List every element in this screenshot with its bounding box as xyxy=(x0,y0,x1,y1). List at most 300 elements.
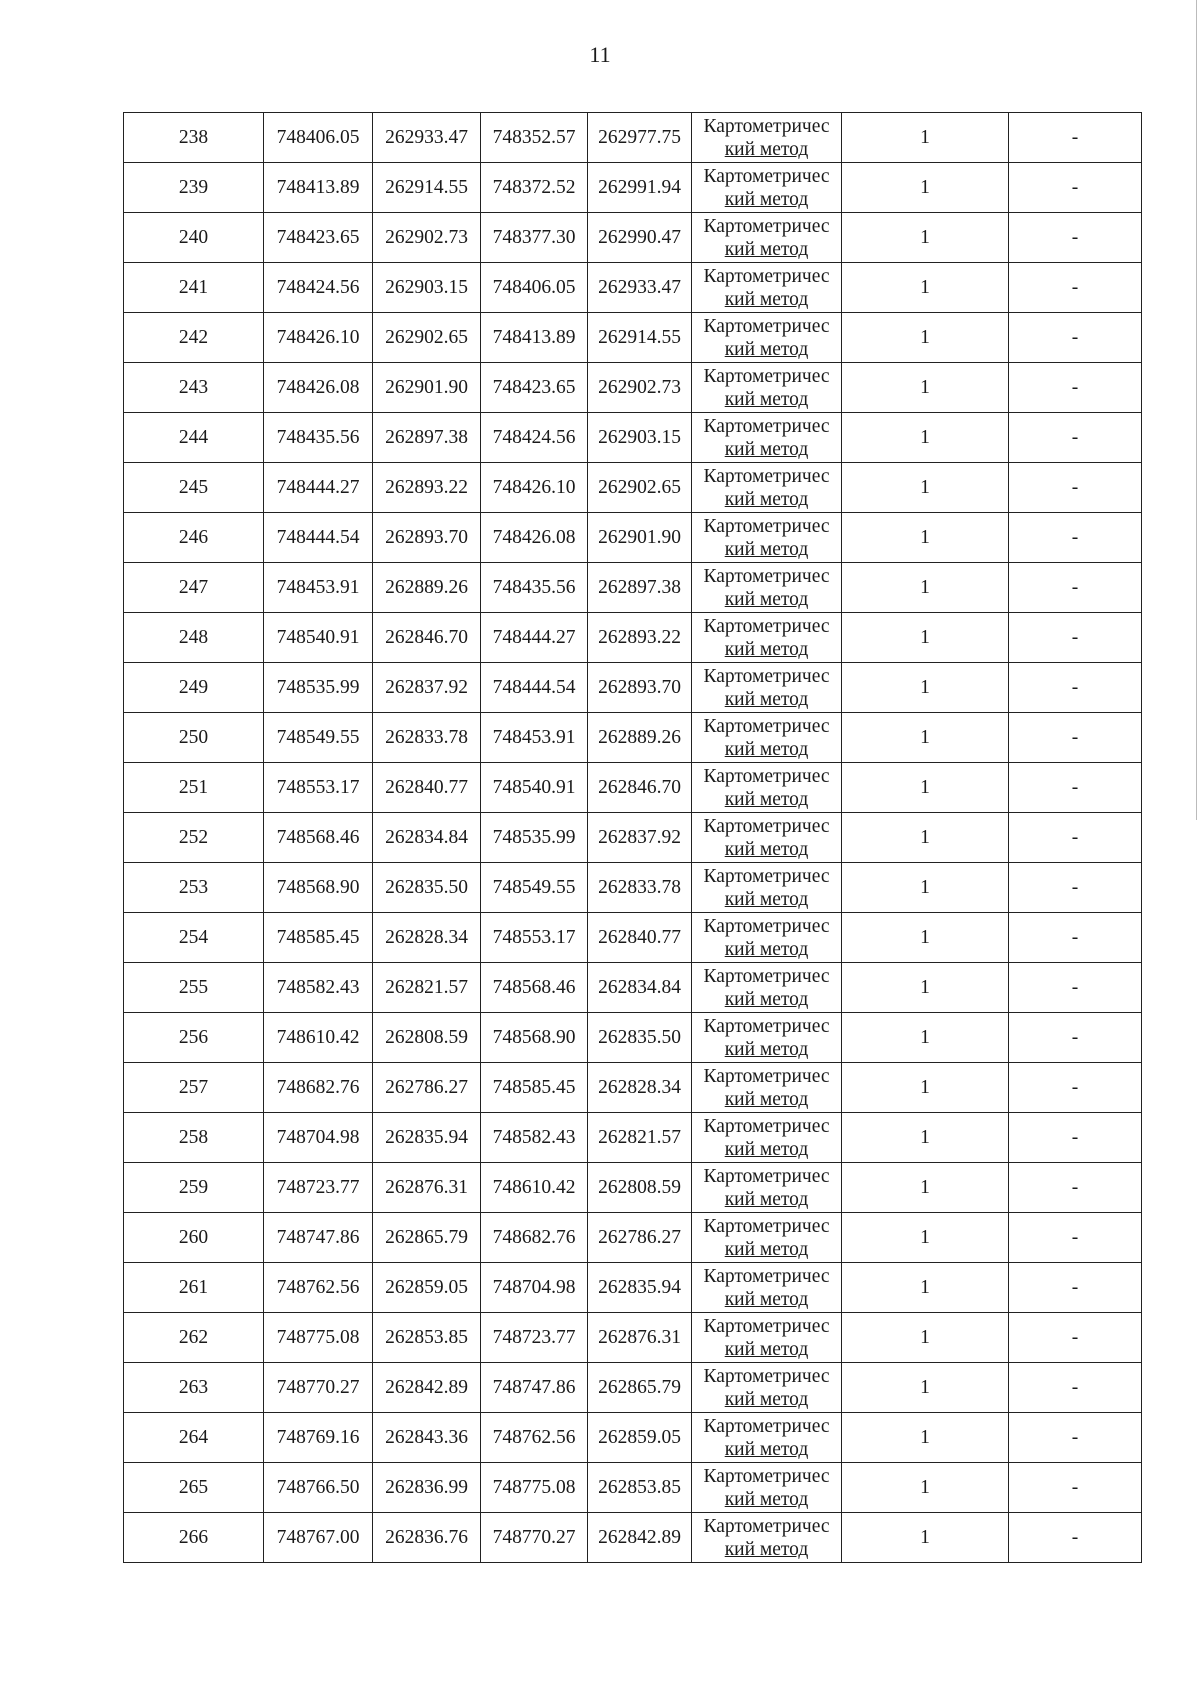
method-label-line-1: Картометричес xyxy=(703,1215,830,1237)
page-number: 11 xyxy=(589,42,611,67)
x2-coordinate-cell: 748372.52 xyxy=(481,163,588,213)
method-cell xyxy=(692,1413,842,1463)
x2-coordinate-cell: 748444.54 xyxy=(481,663,588,713)
y1-coordinate-cell: 262837.92 xyxy=(373,663,481,713)
y2-coordinate-cell: 262853.85 xyxy=(588,1463,692,1513)
coordinates-table-body xyxy=(124,113,1142,1563)
note-cell: - xyxy=(1009,1363,1142,1413)
method-label-line-1: Картометричес xyxy=(703,1365,830,1387)
value-cell: 1 xyxy=(842,163,1009,213)
method-label-line-2: кий метод xyxy=(724,1088,809,1110)
note-cell: - xyxy=(1009,563,1142,613)
value-cell: 1 xyxy=(842,763,1009,813)
method-label-line-1: Картометричес xyxy=(703,1165,830,1187)
note-cell: - xyxy=(1009,813,1142,863)
method-label-line-2: кий метод xyxy=(724,288,809,310)
value-cell: 1 xyxy=(842,1013,1009,1063)
x1-coordinate-cell: 748747.86 xyxy=(264,1213,373,1263)
y1-coordinate-cell: 262893.22 xyxy=(373,463,481,513)
method-cell xyxy=(692,263,842,313)
value-cell: 1 xyxy=(842,313,1009,363)
value-cell: 1 xyxy=(842,613,1009,663)
y1-coordinate-cell: 262902.65 xyxy=(373,313,481,363)
note-cell: - xyxy=(1009,1163,1142,1213)
method-label-line-1: Картометричес xyxy=(703,1015,830,1037)
y1-coordinate-cell: 262828.34 xyxy=(373,913,481,963)
table-row xyxy=(124,1363,1142,1413)
x2-coordinate-cell: 748406.05 xyxy=(481,263,588,313)
y2-coordinate-cell: 262828.34 xyxy=(588,1063,692,1113)
method-cell xyxy=(692,1263,842,1313)
note-cell: - xyxy=(1009,363,1142,413)
point-number-cell: 246 xyxy=(124,513,264,563)
x2-coordinate-cell: 748775.08 xyxy=(481,1463,588,1513)
table-row xyxy=(124,913,1142,963)
table-row xyxy=(124,1263,1142,1313)
table-row xyxy=(124,1163,1142,1213)
x1-coordinate-cell: 748568.90 xyxy=(264,863,373,913)
table-row xyxy=(124,1463,1142,1513)
y2-coordinate-cell: 262840.77 xyxy=(588,913,692,963)
x1-coordinate-cell: 748762.56 xyxy=(264,1263,373,1313)
y2-coordinate-cell: 262808.59 xyxy=(588,1163,692,1213)
y2-coordinate-cell: 262977.75 xyxy=(588,113,692,163)
point-number-cell: 245 xyxy=(124,463,264,513)
y1-coordinate-cell: 262933.47 xyxy=(373,113,481,163)
point-number-cell: 257 xyxy=(124,1063,264,1113)
y1-coordinate-cell: 262876.31 xyxy=(373,1163,481,1213)
x2-coordinate-cell: 748377.30 xyxy=(481,213,588,263)
method-label-line-2: кий метод xyxy=(724,438,809,460)
note-cell: - xyxy=(1009,913,1142,963)
y2-coordinate-cell: 262933.47 xyxy=(588,263,692,313)
method-cell xyxy=(692,1213,842,1263)
value-cell: 1 xyxy=(842,1463,1009,1513)
x1-coordinate-cell: 748770.27 xyxy=(264,1363,373,1413)
y1-coordinate-cell: 262842.89 xyxy=(373,1363,481,1413)
x2-coordinate-cell: 748568.90 xyxy=(481,1013,588,1063)
value-cell: 1 xyxy=(842,213,1009,263)
point-number-cell: 260 xyxy=(124,1213,264,1263)
x2-coordinate-cell: 748585.45 xyxy=(481,1063,588,1113)
table-row xyxy=(124,263,1142,313)
x1-coordinate-cell: 748424.56 xyxy=(264,263,373,313)
method-cell xyxy=(692,413,842,463)
note-cell: - xyxy=(1009,163,1142,213)
x1-coordinate-cell: 748413.89 xyxy=(264,163,373,213)
note-cell: - xyxy=(1009,113,1142,163)
table-row xyxy=(124,963,1142,1013)
note-cell: - xyxy=(1009,713,1142,763)
method-label-line-1: Картометричес xyxy=(703,1465,830,1487)
x2-coordinate-cell: 748435.56 xyxy=(481,563,588,613)
value-cell: 1 xyxy=(842,663,1009,713)
method-label-line-2: кий метод xyxy=(724,1538,809,1560)
method-cell xyxy=(692,113,842,163)
y2-coordinate-cell: 262889.26 xyxy=(588,713,692,763)
table-row xyxy=(124,863,1142,913)
method-cell xyxy=(692,1363,842,1413)
method-label-line-2: кий метод xyxy=(724,838,809,860)
x2-coordinate-cell: 748747.86 xyxy=(481,1363,588,1413)
method-label-line-1: Картометричес xyxy=(703,865,830,887)
method-label-line-2: кий метод xyxy=(724,538,809,560)
table-row xyxy=(124,813,1142,863)
y1-coordinate-cell: 262902.73 xyxy=(373,213,481,263)
method-cell xyxy=(692,1463,842,1513)
table-row xyxy=(124,613,1142,663)
x1-coordinate-cell: 748582.43 xyxy=(264,963,373,1013)
y2-coordinate-cell: 262991.94 xyxy=(588,163,692,213)
method-label-line-1: Картометричес xyxy=(703,365,830,387)
method-label-line-1: Картометричес xyxy=(703,1065,830,1087)
method-cell xyxy=(692,363,842,413)
table-row xyxy=(124,1513,1142,1563)
point-number-cell: 248 xyxy=(124,613,264,663)
method-cell xyxy=(692,863,842,913)
method-label-line-1: Картометричес xyxy=(703,1315,830,1337)
x1-coordinate-cell: 748723.77 xyxy=(264,1163,373,1213)
y1-coordinate-cell: 262903.15 xyxy=(373,263,481,313)
note-cell: - xyxy=(1009,1263,1142,1313)
y1-coordinate-cell: 262835.50 xyxy=(373,863,481,913)
x2-coordinate-cell: 748424.56 xyxy=(481,413,588,463)
note-cell: - xyxy=(1009,463,1142,513)
y2-coordinate-cell: 262865.79 xyxy=(588,1363,692,1413)
coordinates-table-wrapper xyxy=(123,112,1141,1563)
point-number-cell: 242 xyxy=(124,313,264,363)
method-label-line-1: Картометричес xyxy=(703,465,830,487)
value-cell: 1 xyxy=(842,1513,1009,1563)
value-cell: 1 xyxy=(842,1263,1009,1313)
y1-coordinate-cell: 262836.99 xyxy=(373,1463,481,1513)
table-row xyxy=(124,563,1142,613)
value-cell: 1 xyxy=(842,1413,1009,1463)
note-cell: - xyxy=(1009,1313,1142,1363)
method-label-line-1: Картометричес xyxy=(703,765,830,787)
method-label-line-2: кий метод xyxy=(724,1288,809,1310)
point-number-cell: 264 xyxy=(124,1413,264,1463)
method-cell xyxy=(692,1113,842,1163)
point-number-cell: 262 xyxy=(124,1313,264,1363)
y2-coordinate-cell: 262846.70 xyxy=(588,763,692,813)
value-cell: 1 xyxy=(842,513,1009,563)
point-number-cell: 254 xyxy=(124,913,264,963)
y1-coordinate-cell: 262914.55 xyxy=(373,163,481,213)
y2-coordinate-cell: 262833.78 xyxy=(588,863,692,913)
method-label-line-2: кий метод xyxy=(724,1488,809,1510)
value-cell: 1 xyxy=(842,263,1009,313)
y1-coordinate-cell: 262893.70 xyxy=(373,513,481,563)
method-label-line-2: кий метод xyxy=(724,888,809,910)
method-label-line-2: кий метод xyxy=(724,188,809,210)
point-number-cell: 251 xyxy=(124,763,264,813)
method-label-line-2: кий метод xyxy=(724,1438,809,1460)
method-cell xyxy=(692,613,842,663)
method-label-line-1: Картометричес xyxy=(703,165,830,187)
x2-coordinate-cell: 748426.08 xyxy=(481,513,588,563)
point-number-cell: 239 xyxy=(124,163,264,213)
method-cell xyxy=(692,913,842,963)
x1-coordinate-cell: 748775.08 xyxy=(264,1313,373,1363)
point-number-cell: 249 xyxy=(124,663,264,713)
y1-coordinate-cell: 262865.79 xyxy=(373,1213,481,1263)
y2-coordinate-cell: 262821.57 xyxy=(588,1113,692,1163)
y2-coordinate-cell: 262893.22 xyxy=(588,613,692,663)
x1-coordinate-cell: 748682.76 xyxy=(264,1063,373,1113)
method-label-line-1: Картометричес xyxy=(703,415,830,437)
point-number-cell: 244 xyxy=(124,413,264,463)
method-label-line-1: Картометричес xyxy=(703,515,830,537)
method-label-line-2: кий метод xyxy=(724,338,809,360)
value-cell: 1 xyxy=(842,863,1009,913)
table-row xyxy=(124,663,1142,713)
y1-coordinate-cell: 262786.27 xyxy=(373,1063,481,1113)
method-label-line-2: кий метод xyxy=(724,938,809,960)
x2-coordinate-cell: 748535.99 xyxy=(481,813,588,863)
table-row xyxy=(124,463,1142,513)
method-label-line-1: Картометричес xyxy=(703,565,830,587)
method-label-line-2: кий метод xyxy=(724,488,809,510)
method-cell xyxy=(692,763,842,813)
x2-coordinate-cell: 748762.56 xyxy=(481,1413,588,1463)
note-cell: - xyxy=(1009,413,1142,463)
value-cell: 1 xyxy=(842,963,1009,1013)
y2-coordinate-cell: 262876.31 xyxy=(588,1313,692,1363)
table-row xyxy=(124,1113,1142,1163)
method-cell xyxy=(692,1013,842,1063)
note-cell: - xyxy=(1009,1513,1142,1563)
table-row xyxy=(124,763,1142,813)
method-cell xyxy=(692,463,842,513)
method-cell xyxy=(692,313,842,363)
method-label-line-1: Картометричес xyxy=(703,265,830,287)
table-row xyxy=(124,1413,1142,1463)
method-label-line-1: Картометричес xyxy=(703,965,830,987)
method-label-line-1: Картометричес xyxy=(703,1515,830,1537)
y1-coordinate-cell: 262821.57 xyxy=(373,963,481,1013)
table-row xyxy=(124,163,1142,213)
x1-coordinate-cell: 748549.55 xyxy=(264,713,373,763)
method-cell xyxy=(692,213,842,263)
y2-coordinate-cell: 262902.65 xyxy=(588,463,692,513)
y2-coordinate-cell: 262786.27 xyxy=(588,1213,692,1263)
x1-coordinate-cell: 748453.91 xyxy=(264,563,373,613)
y2-coordinate-cell: 262990.47 xyxy=(588,213,692,263)
method-label-line-1: Картометричес xyxy=(703,315,830,337)
x2-coordinate-cell: 748553.17 xyxy=(481,913,588,963)
table-row xyxy=(124,413,1142,463)
x2-coordinate-cell: 748770.27 xyxy=(481,1513,588,1563)
page-edge-rule xyxy=(1196,0,1197,820)
value-cell: 1 xyxy=(842,1163,1009,1213)
note-cell: - xyxy=(1009,1013,1142,1063)
y1-coordinate-cell: 262897.38 xyxy=(373,413,481,463)
x2-coordinate-cell: 748453.91 xyxy=(481,713,588,763)
y2-coordinate-cell: 262893.70 xyxy=(588,663,692,713)
point-number-cell: 261 xyxy=(124,1263,264,1313)
table-row xyxy=(124,1313,1142,1363)
value-cell: 1 xyxy=(842,1063,1009,1113)
point-number-cell: 241 xyxy=(124,263,264,313)
x1-coordinate-cell: 748444.54 xyxy=(264,513,373,563)
method-label-line-1: Картометричес xyxy=(703,615,830,637)
method-label-line-1: Картометричес xyxy=(703,1115,830,1137)
note-cell: - xyxy=(1009,963,1142,1013)
y1-coordinate-cell: 262859.05 xyxy=(373,1263,481,1313)
point-number-cell: 252 xyxy=(124,813,264,863)
method-cell xyxy=(692,713,842,763)
method-cell xyxy=(692,963,842,1013)
method-label-line-1: Картометричес xyxy=(703,1415,830,1437)
x2-coordinate-cell: 748682.76 xyxy=(481,1213,588,1263)
method-label-line-1: Картометричес xyxy=(703,1265,830,1287)
x2-coordinate-cell: 748444.27 xyxy=(481,613,588,663)
method-label-line-2: кий метод xyxy=(724,638,809,660)
table-row xyxy=(124,313,1142,363)
note-cell: - xyxy=(1009,863,1142,913)
value-cell: 1 xyxy=(842,363,1009,413)
y2-coordinate-cell: 262902.73 xyxy=(588,363,692,413)
method-label-line-1: Картометричес xyxy=(703,115,830,137)
table-row xyxy=(124,1013,1142,1063)
note-cell: - xyxy=(1009,1463,1142,1513)
note-cell: - xyxy=(1009,613,1142,663)
x2-coordinate-cell: 748568.46 xyxy=(481,963,588,1013)
y1-coordinate-cell: 262833.78 xyxy=(373,713,481,763)
method-label-line-1: Картометричес xyxy=(703,815,830,837)
point-number-cell: 243 xyxy=(124,363,264,413)
y1-coordinate-cell: 262901.90 xyxy=(373,363,481,413)
method-label-line-2: кий метод xyxy=(724,388,809,410)
point-number-cell: 255 xyxy=(124,963,264,1013)
x2-coordinate-cell: 748610.42 xyxy=(481,1163,588,1213)
point-number-cell: 247 xyxy=(124,563,264,613)
y1-coordinate-cell: 262808.59 xyxy=(373,1013,481,1063)
x1-coordinate-cell: 748553.17 xyxy=(264,763,373,813)
method-label-line-1: Картометричес xyxy=(703,915,830,937)
x2-coordinate-cell: 748413.89 xyxy=(481,313,588,363)
method-cell xyxy=(692,1163,842,1213)
table-row xyxy=(124,713,1142,763)
point-number-cell: 256 xyxy=(124,1013,264,1063)
method-label-line-2: кий метод xyxy=(724,788,809,810)
y1-coordinate-cell: 262835.94 xyxy=(373,1113,481,1163)
method-cell xyxy=(692,813,842,863)
point-number-cell: 266 xyxy=(124,1513,264,1563)
y2-coordinate-cell: 262837.92 xyxy=(588,813,692,863)
x1-coordinate-cell: 748535.99 xyxy=(264,663,373,713)
y1-coordinate-cell: 262889.26 xyxy=(373,563,481,613)
value-cell: 1 xyxy=(842,563,1009,613)
y1-coordinate-cell: 262840.77 xyxy=(373,763,481,813)
method-label-line-2: кий метод xyxy=(724,688,809,710)
method-label-line-2: кий метод xyxy=(724,1338,809,1360)
y2-coordinate-cell: 262835.94 xyxy=(588,1263,692,1313)
note-cell: - xyxy=(1009,263,1142,313)
x1-coordinate-cell: 748426.08 xyxy=(264,363,373,413)
value-cell: 1 xyxy=(842,813,1009,863)
point-number-cell: 259 xyxy=(124,1163,264,1213)
method-label-line-2: кий метод xyxy=(724,1238,809,1260)
table-row xyxy=(124,1063,1142,1113)
table-row xyxy=(124,513,1142,563)
method-cell xyxy=(692,163,842,213)
method-label-line-2: кий метод xyxy=(724,1038,809,1060)
method-label-line-2: кий метод xyxy=(724,238,809,260)
note-cell: - xyxy=(1009,1063,1142,1113)
x2-coordinate-cell: 748540.91 xyxy=(481,763,588,813)
point-number-cell: 253 xyxy=(124,863,264,913)
y2-coordinate-cell: 262897.38 xyxy=(588,563,692,613)
y1-coordinate-cell: 262846.70 xyxy=(373,613,481,663)
x2-coordinate-cell: 748704.98 xyxy=(481,1263,588,1313)
x2-coordinate-cell: 748426.10 xyxy=(481,463,588,513)
x1-coordinate-cell: 748767.00 xyxy=(264,1513,373,1563)
table-row xyxy=(124,113,1142,163)
x2-coordinate-cell: 748352.57 xyxy=(481,113,588,163)
y2-coordinate-cell: 262903.15 xyxy=(588,413,692,463)
coordinates-table xyxy=(123,112,1142,1563)
x2-coordinate-cell: 748582.43 xyxy=(481,1113,588,1163)
method-label-line-2: кий метод xyxy=(724,588,809,610)
y2-coordinate-cell: 262835.50 xyxy=(588,1013,692,1063)
x1-coordinate-cell: 748444.27 xyxy=(264,463,373,513)
value-cell: 1 xyxy=(842,1213,1009,1263)
point-number-cell: 265 xyxy=(124,1463,264,1513)
value-cell: 1 xyxy=(842,113,1009,163)
point-number-cell: 238 xyxy=(124,113,264,163)
value-cell: 1 xyxy=(842,713,1009,763)
y2-coordinate-cell: 262842.89 xyxy=(588,1513,692,1563)
x1-coordinate-cell: 748406.05 xyxy=(264,113,373,163)
method-label-line-2: кий метод xyxy=(724,1138,809,1160)
value-cell: 1 xyxy=(842,463,1009,513)
method-label-line-1: Картометричес xyxy=(703,715,830,737)
note-cell: - xyxy=(1009,1213,1142,1263)
table-row xyxy=(124,363,1142,413)
point-number-cell: 263 xyxy=(124,1363,264,1413)
x1-coordinate-cell: 748568.46 xyxy=(264,813,373,863)
y2-coordinate-cell: 262834.84 xyxy=(588,963,692,1013)
x1-coordinate-cell: 748423.65 xyxy=(264,213,373,263)
x2-coordinate-cell: 748723.77 xyxy=(481,1313,588,1363)
note-cell: - xyxy=(1009,1413,1142,1463)
note-cell: - xyxy=(1009,763,1142,813)
method-label-line-1: Картометричес xyxy=(703,215,830,237)
point-number-cell: 250 xyxy=(124,713,264,763)
x1-coordinate-cell: 748766.50 xyxy=(264,1463,373,1513)
x1-coordinate-cell: 748435.56 xyxy=(264,413,373,463)
method-label-line-2: кий метод xyxy=(724,1188,809,1210)
y2-coordinate-cell: 262859.05 xyxy=(588,1413,692,1463)
x1-coordinate-cell: 748610.42 xyxy=(264,1013,373,1063)
x1-coordinate-cell: 748540.91 xyxy=(264,613,373,663)
value-cell: 1 xyxy=(842,413,1009,463)
note-cell: - xyxy=(1009,313,1142,363)
value-cell: 1 xyxy=(842,1113,1009,1163)
method-label-line-1: Картометричес xyxy=(703,665,830,687)
value-cell: 1 xyxy=(842,1313,1009,1363)
method-label-line-2: кий метод xyxy=(724,988,809,1010)
x1-coordinate-cell: 748704.98 xyxy=(264,1113,373,1163)
point-number-cell: 258 xyxy=(124,1113,264,1163)
x2-coordinate-cell: 748549.55 xyxy=(481,863,588,913)
method-label-line-2: кий метод xyxy=(724,138,809,160)
y1-coordinate-cell: 262836.76 xyxy=(373,1513,481,1563)
y1-coordinate-cell: 262843.36 xyxy=(373,1413,481,1463)
y1-coordinate-cell: 262834.84 xyxy=(373,813,481,863)
